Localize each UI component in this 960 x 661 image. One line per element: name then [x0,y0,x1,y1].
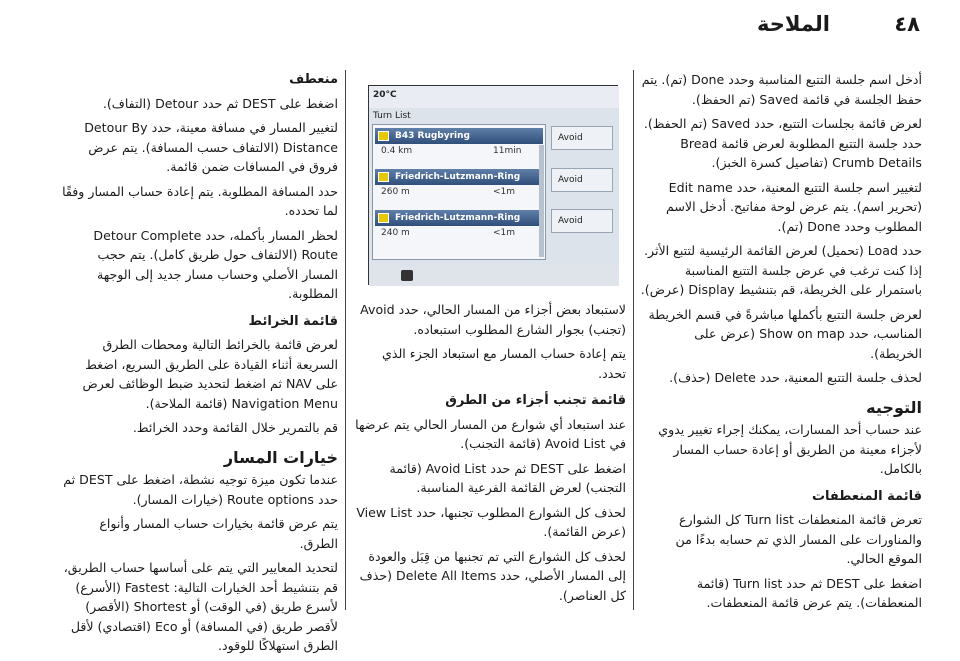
left-column [60,70,338,661]
section-heading: خيارات المسار [223,447,338,467]
street-name: Friedrich-Lutzmann-Ring [395,172,521,182]
paragraph: لحذف كل الشوارع التي تم تجنبها من قِبَل والعودة إلى المسار الأصلي، حدد Delete All Items (حذف كل العناصر). [359,548,626,603]
page-number: ٤٨ [894,12,920,36]
paragraph: لعرض قائمة بجلسات التتبع، حدد Saved (تم الحفظ). حدد جلسة التتبع المطلوبة لعرض قائمة Bread Crumb Details (تفاصيل كسرة الخبز). [643,116,922,170]
paragraph: لعرض قائمة بالخرائط التالية ومحطات الطرق السريعة أثناء القيادة على الطريق السريع، اضغط على NAV ثم اضغط لتحديد ضبط الوظائف لعرض Navigation Menu (قائمة الملاحة). [82,337,338,411]
status-bar [369,86,619,108]
turn-list-title: Turn List [373,111,411,121]
paragraph: حدد المسافة المطلوبة. يتم إعادة حساب المسار وفقًا لما تحدده. [62,183,338,218]
paragraph: اضغط على DEST ثم حدد Avoid List (قائمة التجنب) لعرض القائمة الفرعية المناسبة. [389,460,626,495]
right-column [640,70,922,618]
paragraph: عندما تكون ميزة توجيه نشطة، اضغط على DEST ثم حدد Route options (خيارات المسار). [63,472,338,507]
column-divider [345,70,346,610]
screen-footer [369,266,619,286]
time-value: <1m [493,187,516,197]
distance-value: 240 m [381,228,410,238]
temperature-readout: 20°C [373,90,397,100]
paragraph: يتم عرض قائمة بخيارات حساب المسار وأنواع الطرق. [99,516,338,551]
sub-heading: منعطف [289,72,338,87]
paragraph: لاستبعاد بعض أجزاء من المسار الحالي، حدد Avoid (تجنب) بجوار الشارع المطلوب استبعاده. [360,302,626,337]
paragraph: لتغيير المسار في مسافة معينة، حدد Detour By Distance (الالتفاف حسب المسافة). يتم عرض فروق في المسافات ضمن قائمة. [84,120,338,174]
sub-heading: قائمة المنعطفات [811,488,922,504]
paragraph: قم بالتمرير خلال القائمة وحدد الخرائط. [132,420,338,435]
street-name: B43 Rugbyring [395,131,470,141]
column-divider [633,70,634,610]
road-sign-icon [378,213,389,223]
avoid-button[interactable]: Avoid [551,168,613,192]
street-name: Friedrich-Lutzmann-Ring [395,213,521,223]
turn-list-row[interactable] [375,169,543,185]
time-value: <1m [493,228,516,238]
paragraph: لتحديد المعايير التي يتم على أساسها حساب الطريق، قم بتنشيط أحد الخيارات التالية: Fastest (الأسرع) لأسرع طريق (في الوقت) أو Shortest (الأقصر) لأقصر طريق (في المسافة) أو Eco (اقتصادي) لأقل الطرق استهلاكًا للوقود. [63,560,338,653]
paragraph: عند حساب أحد المسارات، يمكنك إجراء تغيير يدوي لأجزاء معينة من الطريق أو إعادة حساب المسار بالكامل. [658,422,922,476]
paragraph: تعرض قائمة المنعطفات Turn list كل الشوارع والمناورات على المسار الذي تم حسابه بدءًا من الموقع الحالي. [675,512,922,566]
paragraph: اضغط على DEST ثم حدد Detour (التفاف). [102,95,338,111]
turn-list-panel [372,124,546,260]
road-sign-icon [378,172,389,182]
scrollbar[interactable] [539,145,544,257]
section-heading: التوجيه [866,397,922,417]
middle-column [352,300,626,610]
turn-list-row[interactable] [375,128,543,144]
avoid-button[interactable]: Avoid [551,126,613,150]
paragraph: حدد Load (تحميل) لعرض القائمة الرئيسية لتتبع الأثر. إذا كنت ترغب في عرض جلسة التتبع المناسبة باستمرار على الخريطة، قم بتنشيط Display (عرض). [640,243,922,297]
distance-value: 0.4 km [381,146,413,156]
paragraph: أدخل اسم جلسة التتبع المناسبة وحدد Done (تم). يتم حفظ الجلسة في قائمة Saved (تم الحفظ). [641,72,922,107]
screen-body [369,108,619,266]
sub-heading: قائمة الخرائط [248,313,338,329]
page-title: الملاحة [757,12,830,36]
paragraph: لتغيير اسم جلسة التتبع المعنية، حدد Edit name (تحرير اسم). يتم عرض لوحة مفاتيح. أدخل الاسم المطلوب وحدد Done (تم). [665,179,922,234]
keyboard-icon[interactable] [401,270,413,281]
avoid-button[interactable]: Avoid [551,209,613,233]
turn-list-row[interactable] [375,210,543,226]
distance-value: 260 m [381,187,410,197]
paragraph: يتم إعادة حساب المسار مع استبعاد الجزء الذي تحدد. [381,346,626,381]
paragraph: اضغط على DEST ثم حدد Turn list (قائمة المنعطفات). يتم عرض قائمة المنعطفات. [696,575,922,610]
paragraph: لحذف كل الشوارع المطلوب تجنبها، حدد View List (عرض القائمة). [356,504,626,539]
paragraph: لحظر المسار بأكمله، حدد Detour Complete Route (الالتفاف حول طريق كامل). يتم حجب المسار الأصلي وحساب مسار جديد إلى الوجهة المطلوبة. [93,227,338,301]
road-sign-icon [378,131,389,141]
paragraph: لعرض جلسة التتبع بأكملها مباشرةً في قسم الخريطة المناسب، حدد Show on map (عرض على الخريطة). [648,306,922,361]
paragraph: لحذف جلسة التتبع المعنية، حدد Delete (حذف). [669,370,922,385]
time-value: 11min [493,146,522,156]
sub-heading: قائمة تجنب أجزاء من الطرق [445,393,626,408]
turn-list-screenshot [368,85,618,285]
paragraph: عند استبعاد أي شوارع من المسار الحالي يتم عرضها في Avoid List (قائمة التجنب). [355,416,626,451]
page-header [0,10,960,44]
